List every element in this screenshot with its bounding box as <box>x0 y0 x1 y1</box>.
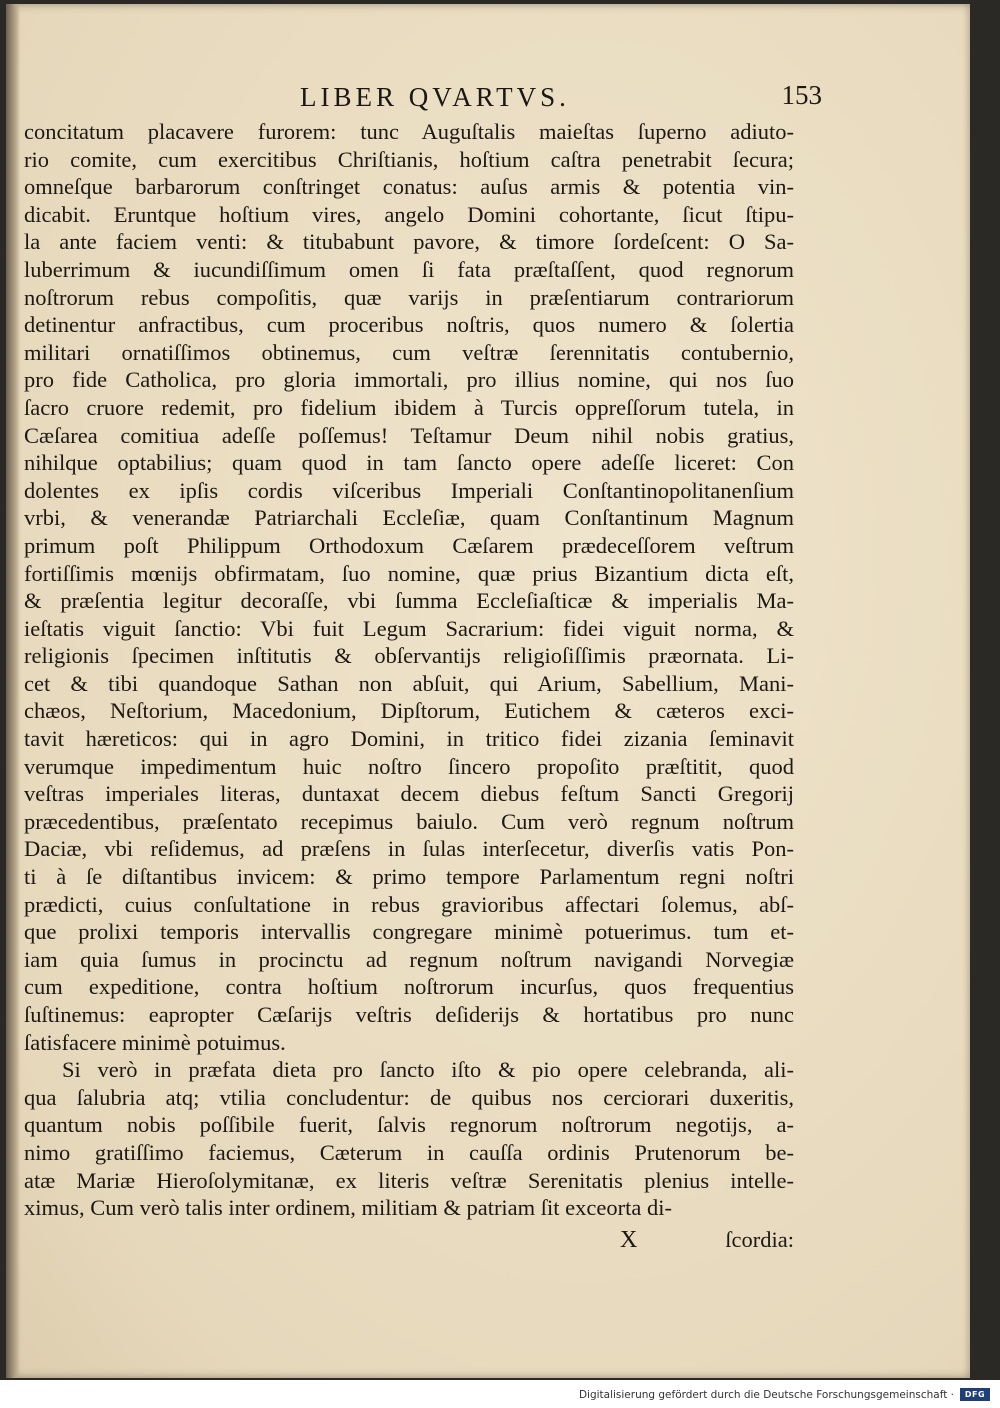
text-line: cum expeditione, contra hoſtium noſtrorum incurſus, quos frequentius <box>24 974 794 1000</box>
text-line: ti à ſe diſtantibus invicem: & primo tempore Parlamentum regni noſtri <box>24 864 794 890</box>
text-line: cet & tibi quandoque Sathan non abſuit, qui Arium, Sabellium, Mani- <box>24 670 794 696</box>
text-line: Si verò in præfata dieta pro ſancto iſto & pio opere celebranda, ali- <box>62 1057 794 1083</box>
body-text <box>24 118 794 1222</box>
text-line: dicabit. Eruntque hoſtium vires, angelo Domini cohortante, ſicut ſtipu- <box>24 201 794 227</box>
running-title: LIBER QVARTVS. <box>300 82 570 112</box>
text-line: detinentur anfractibus, cum proceribus noſtris, quos numero & ſolertia <box>24 312 794 338</box>
text-line: ſatisfacere minimè potuimus. <box>24 1029 286 1055</box>
dfg-logo: DFG <box>960 1388 990 1401</box>
text-line: la ante faciem venti: & titubabunt pavore, & timore ſordeſcent: O Sa- <box>24 229 794 255</box>
text-line: pro fide Catholica, pro gloria immortali, pro illius nomine, qui nos ſuo <box>24 367 794 393</box>
text-line: iam quia ſumus in procinctu ad regnum noſtrum navigandi Norvegiæ <box>24 946 794 972</box>
funding-credit: Digitalisierung gefördert durch die Deutsche Forschungsgemeinschaft · <box>578 1389 954 1401</box>
text-line: Cæſarea comitiua adeſſe poſſemus! Teſtamur Deum nihil nobis gratius, <box>24 422 794 448</box>
text-line: Daciæ, vbi reſidemus, ad præſens in ſulas interſecetur, diverſis vatis Pon- <box>24 836 794 862</box>
text-line: ſacro cruore redemit, pro fidelium ibidem à Turcis oppreſſorum tutela, in <box>24 394 794 420</box>
footer-line <box>24 1227 794 1257</box>
text-line: qua ſalubria atq; vtilia concludentur: de quibus nos cerciorari duxeritis, <box>24 1084 794 1110</box>
text-line: & præſentia legitur decoraſſe, vbi ſumma Eccleſiaſticæ & imperialis Ma- <box>24 588 794 614</box>
signature-mark: X <box>620 1227 638 1253</box>
page-gutter-shadow <box>6 4 20 1378</box>
text-line: militari ornatiſſimos obtinemus, cum veſtræ ſerennitatis contubernio, <box>24 339 794 365</box>
text-line: dolentes ex ipſis cordis viſceribus Imperiali Conſtantinopolitanenſium <box>24 477 794 503</box>
text-line: concitatum placavere furorem: tunc Auguſtalis maieſtas ſuperno adiuto- <box>24 119 794 144</box>
text-line: que prolixi temporis intervallis congregare minimè potuerimus. tum et- <box>24 919 794 945</box>
text-line: verumque impedimentum huic noſtro ſincero propoſito præſtitit, quod <box>24 753 794 779</box>
text-line: noſtrorum rebus compoſitis, quæ varijs in præſentiarum contrariorum <box>24 284 794 310</box>
text-line: nihilque optabilius; quam quod in tam ſancto opere adeſſe liceret: Con <box>24 450 794 476</box>
text-line: omneſque barbarorum conſtringet conatus: auſus armis & potentia vin- <box>24 174 794 200</box>
digitization-footer <box>0 1380 1000 1408</box>
text-line: rio comite, cum exercitibus Chriſtianis, hoſtium caſtra penetrabit ſecura; <box>24 146 794 172</box>
text-line: vrbi, & venerandæ Patriarchali Eccleſiæ, quam Conſtantinum Magnum <box>24 505 794 531</box>
text-line: fortiſſimis mœnijs obfirmatam, ſuo nomine, quæ prius Bizantium dicta eſt, <box>24 560 794 586</box>
text-line: quantum nobis poſſibile fuerit, ſalvis regnorum noſtrorum negotijs, a- <box>24 1112 794 1138</box>
text-line: prædicti, cuius conſultatione in rebus gravioribus affectari ſolemus, abſ- <box>24 891 794 917</box>
text-line: chæos, Neſtorium, Macedonium, Dipſtorum, Eutichem & cæteros exci- <box>24 698 794 724</box>
text-line: ieſtatis viguit ſanctio: Vbi fuit Legum Sacrarium: fidei viguit norma, & <box>24 615 794 641</box>
catchword: ſcordia: <box>725 1227 794 1252</box>
text-line: atæ Mariæ Hieroſolymitanæ, ex literis veſtræ Serenitatis plenius intelle- <box>24 1167 794 1193</box>
text-line: præcedentibus, præſentato recepimus baiulo. Cum verò regnum noſtrum <box>24 808 794 834</box>
text-line: luberrimum & iucundiſſimum omen ſi fata præſtaſſent, quod regnorum <box>24 256 794 282</box>
text-line: tavit hæreticos: qui in agro Domini, in tritico fidei zizania ſeminavit <box>24 726 794 752</box>
text-line: religionis ſpecimen inſtitutis & obſervantijs religioſiſſimis præornata. Li- <box>24 643 794 669</box>
text-line: primum poſt Philippum Orthodoxum Cæſarem prædeceſſorem veſtrum <box>24 532 794 558</box>
text-line: ſuſtinemus: eapropter Cæſarijs veſtris deſiderijs & hortatibus pro nunc <box>24 1002 794 1027</box>
page-number: 153 <box>781 80 822 110</box>
text-line: ximus, Cum verò talis inter ordinem, militiam & patriam ſit exceorta di- <box>24 1195 672 1221</box>
text-line: nimo gratiſſimo faciemus, Cæterum in cauſſa ordinis Prutenorum be- <box>24 1139 794 1165</box>
text-line: veſtras imperiales literas, duntaxat decem diebus feſtum Sancti Gregorij <box>24 781 794 807</box>
